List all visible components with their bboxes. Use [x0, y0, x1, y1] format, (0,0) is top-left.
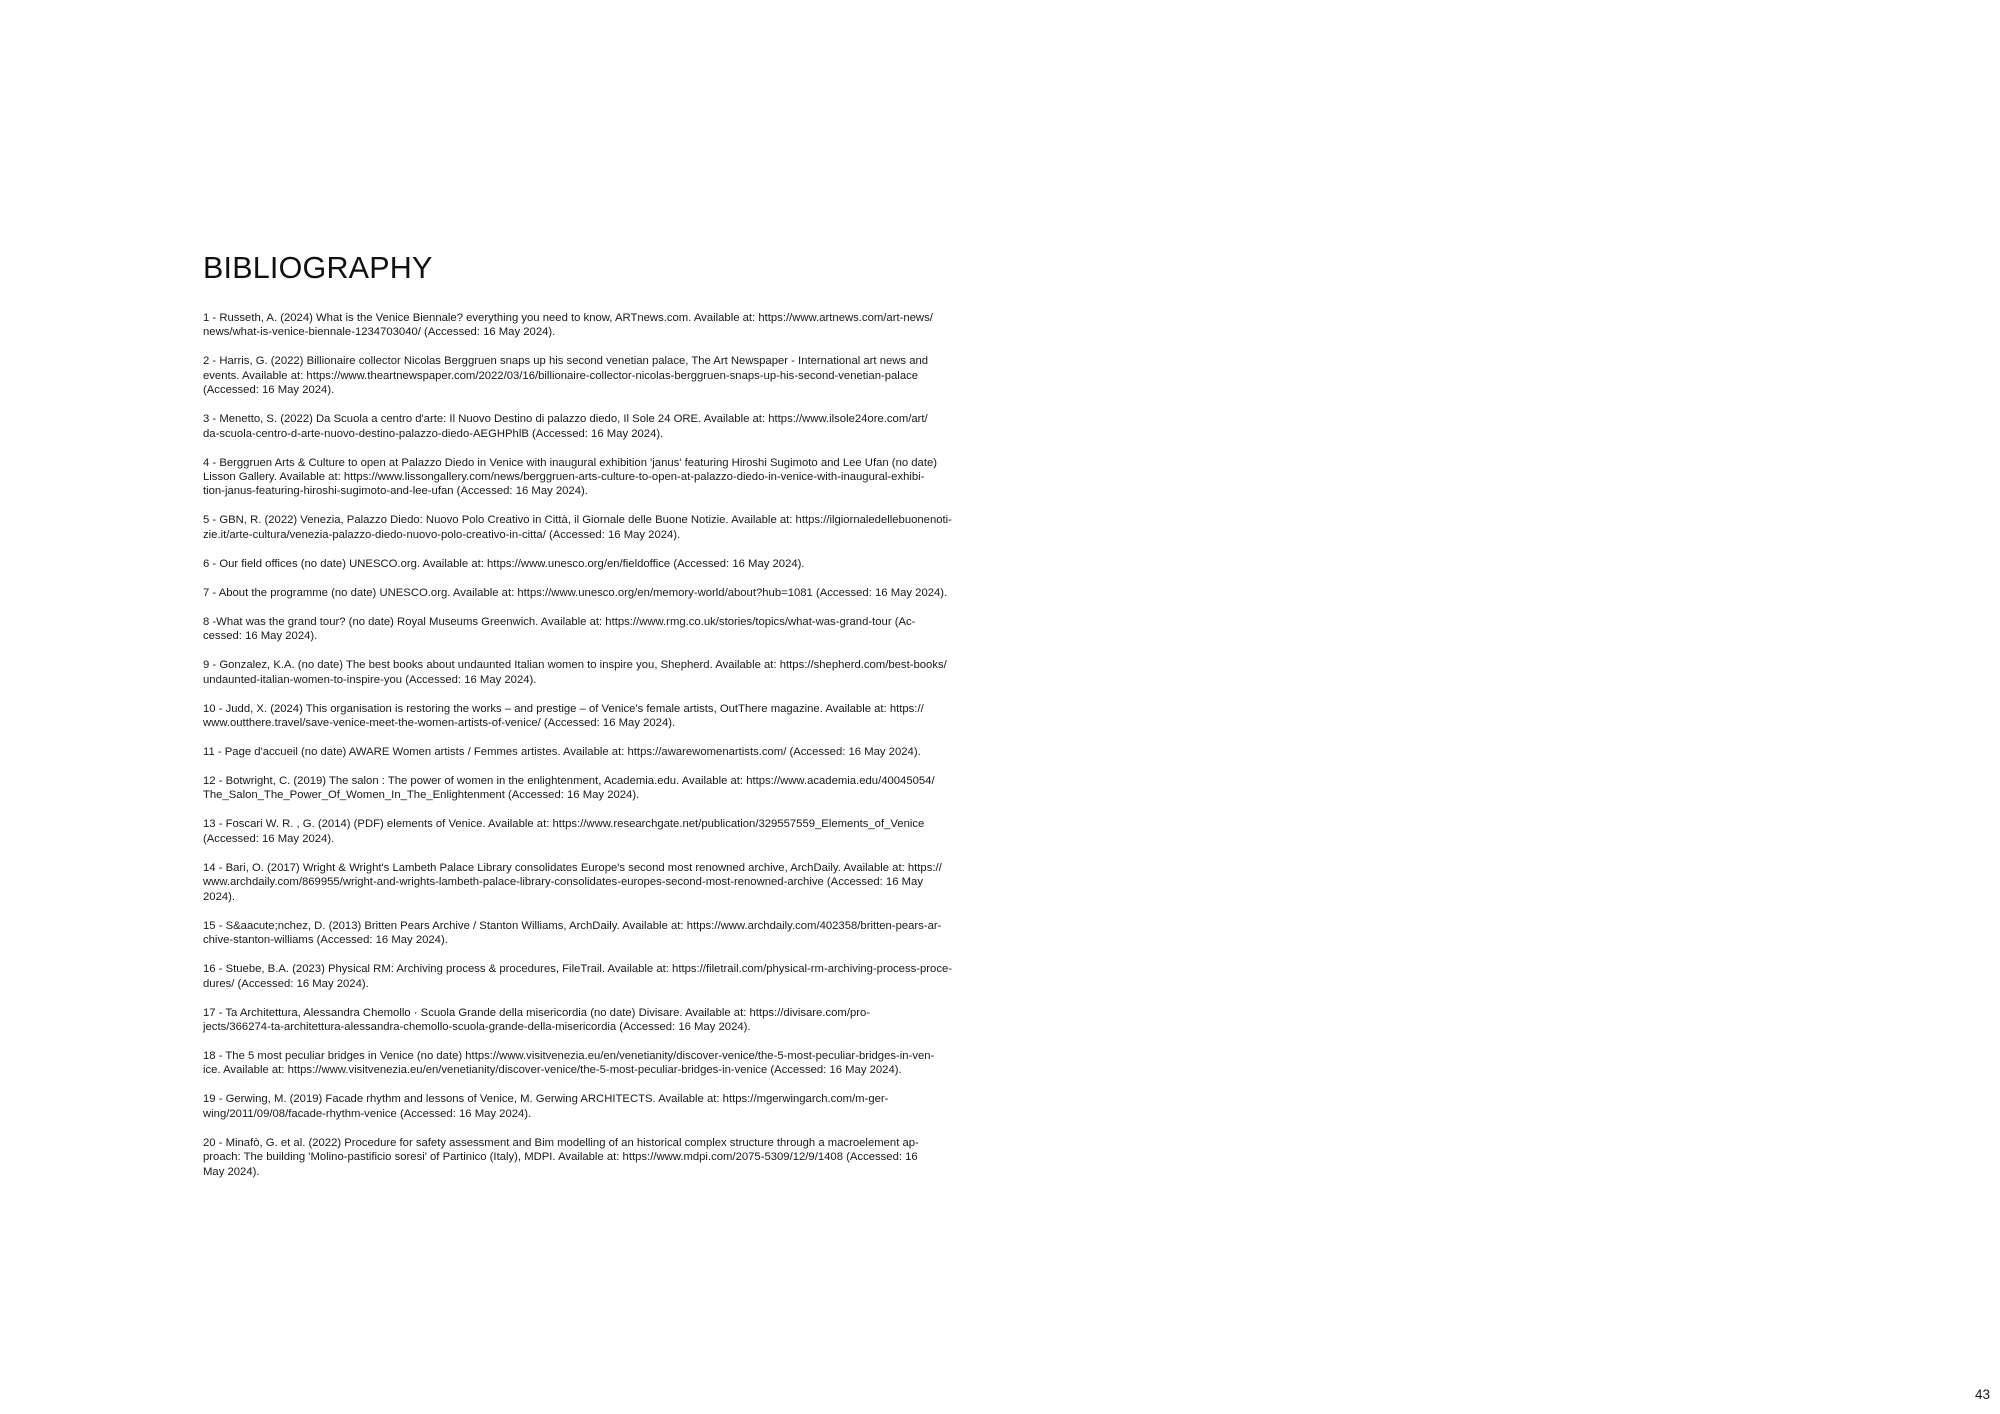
- reference-line: 15 - S&aacute;nchez, D. (2013) Britten Pears Archive / Stanton Williams, ArchDaily. Available at: https://www.archdaily.com/402358/britten-pears-ar-: [203, 919, 942, 932]
- reference-line: tion-janus-featuring-hiroshi-sugimoto-and-lee-ufan (Accessed: 16 May 2024).: [203, 485, 588, 498]
- reference-line: wing/2011/09/08/facade-rhythm-venice (Accessed: 16 May 2024).: [203, 1107, 532, 1120]
- reference-line: 11 - Page d'accueil (no date) AWARE Women artists / Femmes artistes. Available at: https://awarewomenartists.com/ (Accessed: 16 May 2024).: [203, 746, 921, 759]
- reference-entry: [203, 919, 1003, 948]
- reference-line: ice. Available at: https://www.visitvenezia.eu/en/venetianity/discover-venice/the-5-most-peculiar-bridges-in-venice (Accessed: 16 May 2024).: [203, 1064, 902, 1077]
- reference-entry: [203, 456, 1003, 499]
- reference-line: May 2024).: [203, 1165, 260, 1178]
- reference-entry: [203, 702, 1003, 731]
- reference-line: 2 - Harris, G. (2022) Billionaire collector Nicolas Berggruen snaps up his second venetian palace, The Art Newspaper - International art news and: [203, 355, 929, 368]
- reference-line: (Accessed: 16 May 2024).: [203, 832, 335, 845]
- reference-line: 13 - Foscari W. R. , G. (2014) (PDF) elements of Venice. Available at: https://www.researchgate.net/publication/329557559_Elements_of_Venice: [203, 818, 925, 831]
- reference-entry: [203, 745, 1003, 759]
- reference-line: 14 - Bari, O. (2017) Wright & Wright's Lambeth Palace Library consolidates Europe's second most renowned archive, ArchDaily. Available at: https://: [203, 861, 942, 874]
- reference-line: 19 - Gerwing, M. (2019) Facade rhythm and lessons of Venice, M. Gerwing ARCHITECTS. Available at: https://mgerwingarch.com/m-ger-: [203, 1093, 889, 1106]
- reference-entry: [203, 586, 1003, 600]
- reference-entry: [203, 861, 1003, 904]
- reference-entry: [203, 557, 1003, 571]
- reference-line: 5 - GBN, R. (2022) Venezia, Palazzo Diedo: Nuovo Polo Creativo in Città, il Giornale delle Buone Notizie. Available at: https://ilgiornaledellebuonenoti-: [203, 514, 952, 527]
- reference-list: [203, 311, 1003, 1194]
- reference-entry: [203, 1136, 1003, 1179]
- reference-entry: [203, 354, 1003, 397]
- reference-entry: [203, 817, 1003, 846]
- reference-line: 17 - Ta Architettura, Alessandra Chemollo · Scuola Grande della misericordia (no date) Divisare. Available at: https://divisare.com/pro-: [203, 1006, 871, 1019]
- reference-line: cessed: 16 May 2024).: [203, 630, 318, 643]
- reference-entry: [203, 1006, 1003, 1035]
- reference-line: events. Available at: https://www.theartnewspaper.com/2022/03/16/billionaire-collector-nicolas-berggruen-snaps-up-his-second-venetian-palace: [203, 369, 919, 382]
- reference-line: 2024).: [203, 890, 236, 903]
- reference-entry: [203, 513, 1003, 542]
- reference-line: Lisson Gallery. Available at: https://www.lissongallery.com/news/berggruen-arts-culture-to-open-at-palazzo-diedo-in-venice-with-inaugural-exhibi-: [203, 471, 925, 484]
- reference-line: 4 - Berggruen Arts & Culture to open at Palazzo Diedo in Venice with inaugural exhibition 'janus' featuring Hiroshi Sugimoto and Lee Ufan (no date): [203, 456, 938, 469]
- reference-line: (Accessed: 16 May 2024).: [203, 384, 335, 397]
- reference-entry: [203, 658, 1003, 687]
- reference-line: 6 - Our field offices (no date) UNESCO.org. Available at: https://www.unesco.org/en/fieldoffice (Accessed: 16 May 2024).: [203, 557, 805, 570]
- reference-line: zie.it/arte-cultura/venezia-palazzo-diedo-nuovo-polo-creativo-in-citta/ (Accessed: 16 May 2024).: [203, 528, 681, 541]
- reference-entry: [203, 615, 1003, 644]
- reference-line: 8 -What was the grand tour? (no date) Royal Museums Greenwich. Available at: https://www.rmg.co.uk/stories/topics/what-was-grand-tour (Ac-: [203, 615, 916, 628]
- reference-line: 3 - Menetto, S. (2022) Da Scuola a centro d'arte: Il Nuovo Destino di palazzo diedo, Il Sole 24 ORE. Available at: https://www.ilsole24ore.com/art/: [203, 413, 928, 426]
- reference-line: chive-stanton-williams (Accessed: 16 May 2024).: [203, 934, 448, 947]
- reference-line: da-scuola-centro-d-arte-nuovo-destino-palazzo-diedo-AEGHPhlB (Accessed: 16 May 2024).: [203, 427, 664, 440]
- reference-entry: [203, 774, 1003, 803]
- reference-line: 1 - Russeth, A. (2024) What is the Venice Biennale? everything you need to know, ARTnews.com. Available at: https://www.artnews.com/art-news/: [203, 312, 933, 324]
- reference-line: 20 - Minafò, G. et al. (2022) Procedure for safety assessment and Bim modelling of an historical complex structure through a macroelement ap-: [203, 1136, 919, 1149]
- reference-line: jects/366274-ta-architettura-alessandra-chemollo-scuola-grande-della-misericordia (Accessed: 16 May 2024).: [203, 1020, 751, 1033]
- reference-line: news/what-is-venice-biennale-1234703040/ (Accessed: 16 May 2024).: [203, 326, 556, 339]
- reference-line: 16 - Stuebe, B.A. (2023) Physical RM: Archiving process & procedures, FileTrail. Available at: https://filetrail.com/physical-rm-archiving-process-proce-: [203, 963, 953, 976]
- reference-line: www.archdaily.com/869955/wright-and-wrights-lambeth-palace-library-consolidates-europes-second-most-renowned-archive (Accessed: 16 May: [203, 876, 923, 889]
- reference-line: 12 - Botwright, C. (2019) The salon : The power of women in the enlightenment, Academia.edu. Available at: https://www.academia.edu/40045054/: [203, 775, 935, 788]
- page-number: 43: [1974, 1387, 1990, 1402]
- reference-line: dures/ (Accessed: 16 May 2024).: [203, 977, 369, 990]
- reference-line: www.outthere.travel/save-venice-meet-the-women-artists-of-venice/ (Accessed: 16 May 2024).: [203, 717, 676, 730]
- page-title: BIBLIOGRAPHY: [203, 251, 433, 285]
- reference-line: 18 - The 5 most peculiar bridges in Venice (no date) https://www.visitvenezia.eu/en/venetianity/discover-venice/the-5-most-peculiar-bridges-in-ven-: [203, 1049, 935, 1062]
- reference-line: The_Salon_The_Power_Of_Women_In_The_Enlightenment (Accessed: 16 May 2024).: [203, 789, 640, 802]
- reference-line: 10 - Judd, X. (2024) This organisation is restoring the works – and prestige – of Venice's female artists, OutThere magazine. Available at: https://: [203, 702, 924, 715]
- reference-line: proach: The building 'Molino-pastificio soresi' of Partinico (Italy), MDPI. Available at: https://www.mdpi.com/2075-5309/12/9/1408 (Accessed: 16: [203, 1151, 918, 1164]
- reference-entry: [203, 962, 1003, 991]
- reference-line: undaunted-italian-women-to-inspire-you (Accessed: 16 May 2024).: [203, 673, 537, 686]
- reference-line: 9 - Gonzalez, K.A. (no date) The best books about undaunted Italian women to inspire you, Shepherd. Available at: https://shepherd.com/best-books/: [203, 659, 947, 672]
- reference-line: 7 - About the programme (no date) UNESCO.org. Available at: https://www.unesco.org/en/memory-world/about?hub=1081 (Accessed: 16 May 2024).: [203, 586, 948, 599]
- reference-entry: [203, 311, 1003, 340]
- reference-entry: [203, 1092, 1003, 1121]
- reference-entry: [203, 412, 1003, 441]
- reference-entry: [203, 1049, 1003, 1078]
